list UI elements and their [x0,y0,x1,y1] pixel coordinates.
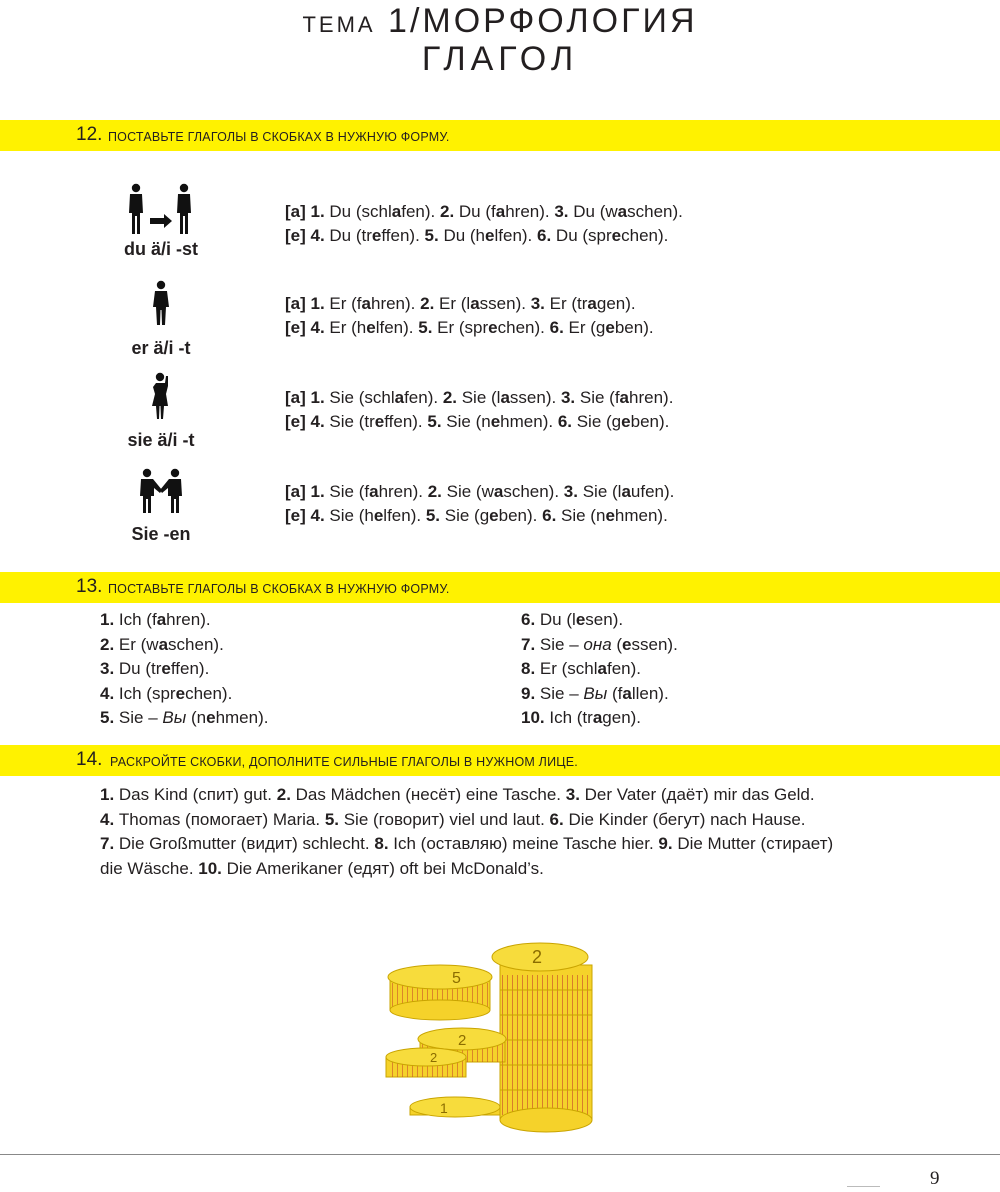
text-line [100,706,268,731]
exercise-instruction: РАСКРОЙТЕ СКОБКИ, ДОПОЛНИТЕ СИЛЬНЫЕ ГЛАГОЛЫ В НУЖНОМ ЛИЦЕ. [110,755,578,769]
bold-text: 5. [424,226,444,245]
woman-icon [146,372,176,420]
exercise-number: 13. [76,576,103,597]
page-number: 9 [930,1168,940,1189]
text-segment: ( [611,634,623,654]
figure-sie [101,372,221,451]
group-label: sie ä/i -t [127,430,195,450]
title-main: 1/МОРФОЛОГИЯ [388,2,698,40]
text-segment: hren). [378,482,428,501]
text-line [100,608,268,633]
text-segment: Du (tr [329,226,372,245]
bold-text: 2. [100,634,119,654]
coin-number: 2 [458,1032,467,1049]
bold-text: 6. [557,412,577,431]
text-segment: Die Großmutter (видит) schlecht. [118,834,375,853]
exercise-instruction: ПОСТАВЬТЕ ГЛАГОЛЫ В СКОБКАХ В НУЖНУЮ ФОРМУ. [108,582,450,596]
text-line [521,706,678,731]
text-line [100,832,940,857]
text-segment: Sie (говорит) viel und laut. [343,809,550,829]
text-segment: Sie – [539,634,584,654]
text-segment: ben). [630,412,670,431]
page-subtitle: ГЛАГОЛ [421,40,579,78]
bold-text: 6. [549,809,569,829]
group-label: Sie -en [131,524,191,544]
text-segment: ffen). [170,659,210,678]
text-line [100,633,268,658]
text-segment: Er (f [329,294,362,313]
text-segment: Er (w [118,634,159,654]
bold-text: [a] 1. [285,388,330,407]
text-segment: hren). [505,202,555,221]
text-segment: ffen). [384,412,428,431]
text-segment: Er (tr [549,294,588,313]
bold-text: a [592,708,603,727]
exercise-number: 14. [76,749,103,770]
text-line [285,200,683,224]
text-segment: sen). [585,610,624,629]
text-line [100,682,268,707]
bold-text: a [617,202,628,221]
text-segment: ffen). [381,226,425,245]
text-segment: ssen). [509,388,561,407]
page-title [0,2,1000,41]
bold-text: a [500,388,510,407]
text-segment: Das Mädchen (несёт) eine Tasche. [295,785,566,804]
bold-text: [e] 4. [285,226,330,245]
bold-text: a [619,388,630,407]
bold-text: e [611,226,622,245]
text-line [521,608,678,633]
bold-text: 5. [425,506,445,525]
text-line [285,292,654,316]
coin-number: 1 [440,1100,448,1116]
text-segment: (f [607,683,623,703]
text-segment: Du (f [458,202,496,221]
bold-text: a [621,482,631,501]
text-line [285,316,654,340]
bold-text: 3. [554,202,574,221]
coin-number: 5 [452,970,461,987]
bold-text: a [470,294,480,313]
coin-number: 2 [532,947,543,967]
bold-text: 9. [658,834,678,853]
bold-text: 8. [374,834,394,853]
bold-text: 5. [418,318,438,337]
text-line [100,808,940,833]
bold-text: 2. [276,785,296,804]
text-segment: Sie – [539,683,584,703]
bold-text: a [622,683,632,703]
bold-text: [a] 1. [285,482,330,501]
italic-text: она [583,634,612,654]
text-segment: Sie (h [329,506,374,525]
bold-text: a [391,202,402,221]
bold-text: 5. [100,708,119,727]
exercise-12-header [0,120,1000,151]
bold-text: e [575,610,586,629]
exercise-number: 12. [76,124,103,145]
text-segment: Sie (n [561,506,606,525]
text-line [285,480,674,504]
exercise-14-text [100,783,940,881]
text-segment: Die Amerikaner (едят) oft bei McDonald’s. [226,858,544,878]
footer-divider [0,1154,1000,1155]
exercise-13-header [0,572,1000,603]
text-segment: hren). [370,294,421,313]
text-segment: ben). [498,506,543,525]
handshake-icon [136,468,186,514]
text-segment: hren). [166,610,211,629]
bold-text: e [488,318,498,337]
text-segment: Du (spr [555,226,612,245]
bold-text: 10. [198,858,227,878]
italic-text: Вы [583,683,608,703]
gold-coins-icon [380,935,610,1135]
text-segment: Sie (n [446,412,491,431]
text-segment: Sie – [118,708,163,727]
text-line [285,410,673,434]
text-segment: hmen). [500,412,558,431]
text-segment: Er (spr [437,318,489,337]
figure-du [101,183,221,260]
text-segment: schen). [168,634,224,654]
text-line [521,682,678,707]
bold-text: 2. [420,294,440,313]
bold-text: e [366,318,376,337]
bold-text: a [495,202,506,221]
bold-text: 2. [442,388,462,407]
figure-sie-formal [101,468,221,545]
text-line [521,657,678,682]
bold-text: [e] 4. [285,506,330,525]
text-segment: Sie (f [329,482,370,501]
bold-text: 3. [560,388,580,407]
text-segment: Ich (f [118,610,157,629]
bold-text: 3. [563,482,583,501]
exercise-12-group-1 [285,200,683,248]
text-segment: lfen). [383,506,426,525]
text-segment: Du (l [539,610,576,629]
text-line [285,224,683,248]
bold-text: e [605,318,615,337]
text-segment: Der Vater (даёт) mir das Geld. [584,785,815,804]
bold-text: 4. [100,809,119,829]
group-label: du ä/i -st [123,239,198,259]
bold-text: e [373,506,384,525]
bold-text: 6. [537,226,556,245]
bold-text: a [587,294,597,313]
text-segment: Die Mutter (стирает) [677,834,834,853]
text-segment: ben). [614,318,654,337]
text-segment: Sie (g [444,506,490,525]
bold-text: a [597,659,607,678]
bold-text: 3. [530,294,550,313]
text-segment: Ich (spr [118,683,176,703]
text-segment: ssen). [479,294,531,313]
bold-text: 2. [427,482,447,501]
text-segment: Ich (оставляю) meine Tasche hier. [393,834,659,853]
bold-text: e [206,708,216,727]
italic-text: Вы [162,708,187,727]
text-segment: Die Kinder (бегут) nach Hause. [568,809,806,829]
bold-text: 3. [565,785,585,804]
text-segment: hmen). [215,708,269,727]
bold-text: [a] 1. [285,294,330,313]
text-line [100,783,940,808]
bold-text: 8. [521,659,540,678]
text-segment: Er (schl [539,659,598,678]
text-line [285,386,673,410]
text-segment: fen). [404,388,443,407]
bold-text: e [374,412,385,431]
text-segment: lfen). [494,226,538,245]
two-men-arrow-icon [126,183,196,235]
text-segment: Thomas (помогает) Maria. [118,809,325,829]
text-segment: chen). [621,226,669,245]
text-segment: (n [186,708,207,727]
bold-text: [a] 1. [285,202,330,221]
group-label: er ä/i -t [131,338,191,358]
text-segment: hren). [629,388,674,407]
exercise-12-group-2 [285,292,654,340]
footer-mark [847,1186,880,1187]
text-segment: Er (g [568,318,606,337]
bold-text: 2. [439,202,459,221]
text-line [521,633,678,658]
bold-text: a [369,482,379,501]
text-segment: Er (h [329,318,367,337]
text-segment: hmen). [614,506,668,525]
text-segment: Du (schl [329,202,392,221]
text-segment: Du (h [443,226,486,245]
text-segment: die Wäsche. [100,858,199,878]
text-segment: ssen). [631,634,678,654]
text-segment: schen). [627,202,683,221]
bold-text: e [489,506,499,525]
bold-text: 7. [521,634,540,654]
bold-text: e [161,659,171,678]
exercise-13-right-column [521,608,678,731]
text-line [100,657,268,682]
text-segment: lfen). [375,318,419,337]
text-segment: llen). [631,683,669,703]
figure-er [101,280,221,359]
text-line [285,504,674,528]
bold-text: 6. [521,610,540,629]
bold-text: [e] 4. [285,412,330,431]
text-segment: Sie (schl [329,388,395,407]
bold-text: e [622,634,632,654]
bold-text: 5. [427,412,447,431]
text-segment: chen). [185,683,233,703]
text-segment: Du (tr [118,659,162,678]
bold-text: 3. [100,659,119,678]
bold-text: 10. [521,708,550,727]
bold-text: 1. [100,610,119,629]
bold-text: e [371,226,382,245]
text-segment: schen). [503,482,564,501]
bold-text: e [621,412,631,431]
bold-text: a [394,388,405,407]
text-line [100,857,940,882]
bold-text: 6. [549,318,569,337]
exercise-12-group-4 [285,480,674,528]
man-icon [146,280,176,326]
text-segment: Sie (l [461,388,501,407]
text-segment: Das Kind (спит) gut. [118,785,277,804]
bold-text: [e] 4. [285,318,330,337]
text-segment: Sie (tr [329,412,375,431]
bold-text: 4. [100,683,119,703]
text-segment: ufen). [630,482,675,501]
text-segment: Sie (g [576,412,622,431]
bold-text: a [361,294,371,313]
text-segment: gen). [596,294,636,313]
exercise-13-left-column [100,608,268,731]
bold-text: 1. [100,785,119,804]
text-segment: fen). [607,659,642,678]
text-segment: Er (l [439,294,471,313]
bold-text: e [490,412,501,431]
text-segment: chen). [497,318,550,337]
bold-text: e [175,683,186,703]
text-segment: Ich (tr [549,708,593,727]
bold-text: a [156,610,167,629]
bold-text: 7. [100,834,119,853]
bold-text: e [605,506,615,525]
text-segment: Sie (w [446,482,494,501]
bold-text: a [158,634,169,654]
bold-text: 6. [542,506,562,525]
text-segment: Sie (f [579,388,620,407]
bold-text: 5. [324,809,344,829]
text-segment: gen). [602,708,642,727]
bold-text: 9. [521,683,540,703]
exercise-12-group-3 [285,386,673,434]
text-segment: Du (w [573,202,618,221]
text-segment: fen). [401,202,440,221]
exercise-instruction: ПОСТАВЬТЕ ГЛАГОЛЫ В СКОБКАХ В НУЖНУЮ ФОРМУ. [108,130,450,144]
exercise-14-header [0,745,1000,776]
coin-number: 2 [430,1050,438,1065]
bold-text: e [485,226,495,245]
title-prefix: ТЕМА [302,12,376,37]
bold-text: a [493,482,504,501]
text-segment: Sie (l [582,482,622,501]
